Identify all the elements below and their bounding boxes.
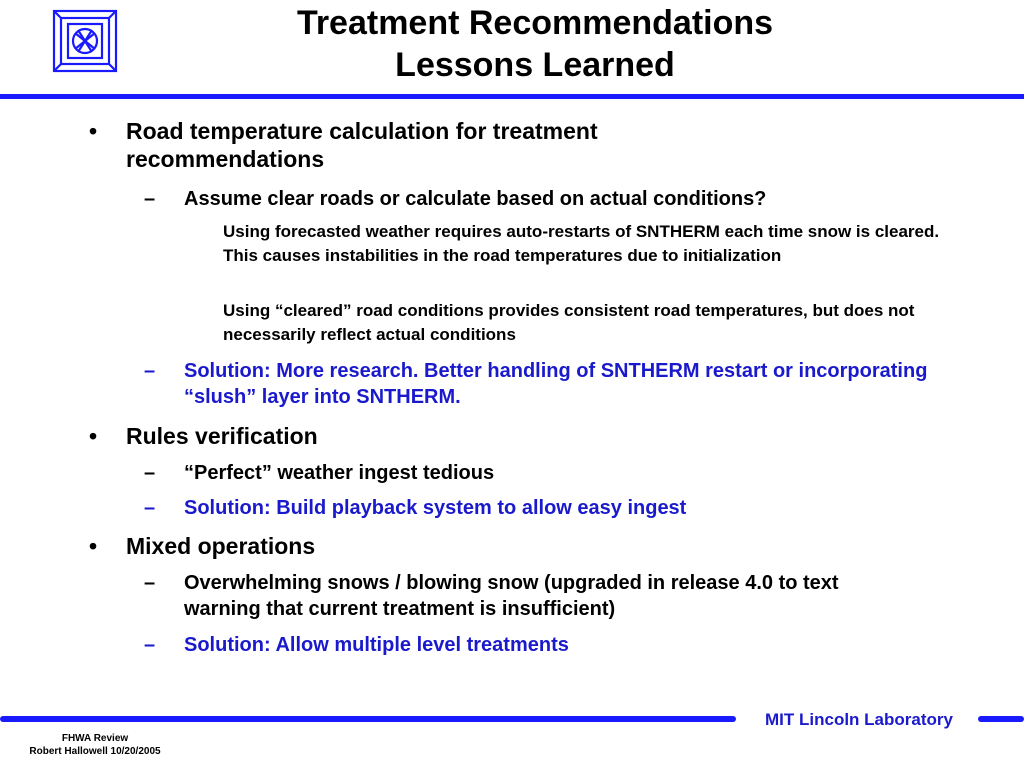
- bullet-glyph: •: [89, 118, 98, 144]
- dash-glyph: –: [144, 188, 156, 210]
- bullet-glyph: •: [89, 533, 98, 559]
- dash-glyph: –: [144, 572, 156, 594]
- sub-bullet-text: Solution: Allow multiple level treatments: [184, 634, 569, 656]
- bullet-glyph: •: [89, 423, 98, 449]
- footer-presenter-info: [0, 732, 190, 758]
- sub-bullet-text: Solution: Build playback system to allow easy ingest: [184, 497, 687, 519]
- footer-author-date: Robert Hallowell 10/20/2005: [29, 746, 161, 757]
- dash-glyph: –: [144, 462, 156, 484]
- dash-glyph: –: [144, 634, 156, 656]
- sub-bullet-text: Solution: More research. Better handling of SNTHERM restart or incorporating “slush” layer into SNTHERM.: [184, 360, 928, 408]
- title-line-1: Treatment Recommendations: [296, 4, 774, 42]
- sub-bullet-text: “Perfect” weather ingest tedious: [184, 462, 495, 484]
- detail-forecasted-weather: Using forecasted weather requires auto-restarts of SNTHERM each time snow is cleared. This causes instabilities in the road temperatures due to initialization: [223, 222, 940, 265]
- footer-review: FHWA Review: [61, 733, 129, 744]
- bullet-text: Rules verification: [126, 423, 318, 449]
- sub-bullet-text: Overwhelming snows / blowing snow (upgraded in release 4.0 to text warning that current treatment is insufficient): [184, 572, 839, 620]
- dash-glyph: –: [144, 360, 156, 382]
- bullet-text: Road temperature calculation for treatment recommendations: [126, 118, 598, 172]
- detail-cleared-conditions: Using “cleared” road conditions provides consistent road temperatures, but does not necessarily reflect actual conditions: [223, 301, 915, 344]
- footer-divider-right: [978, 716, 1024, 722]
- title-line-2: Lessons Learned: [395, 46, 675, 84]
- dash-glyph: –: [144, 497, 156, 519]
- sub-bullet-text: Assume clear roads or calculate based on actual conditions?: [184, 188, 767, 210]
- bullet-text: Mixed operations: [126, 533, 316, 559]
- footer-divider-left: [0, 716, 736, 722]
- footer-lab-name: MIT Lincoln Laboratory: [765, 710, 953, 729]
